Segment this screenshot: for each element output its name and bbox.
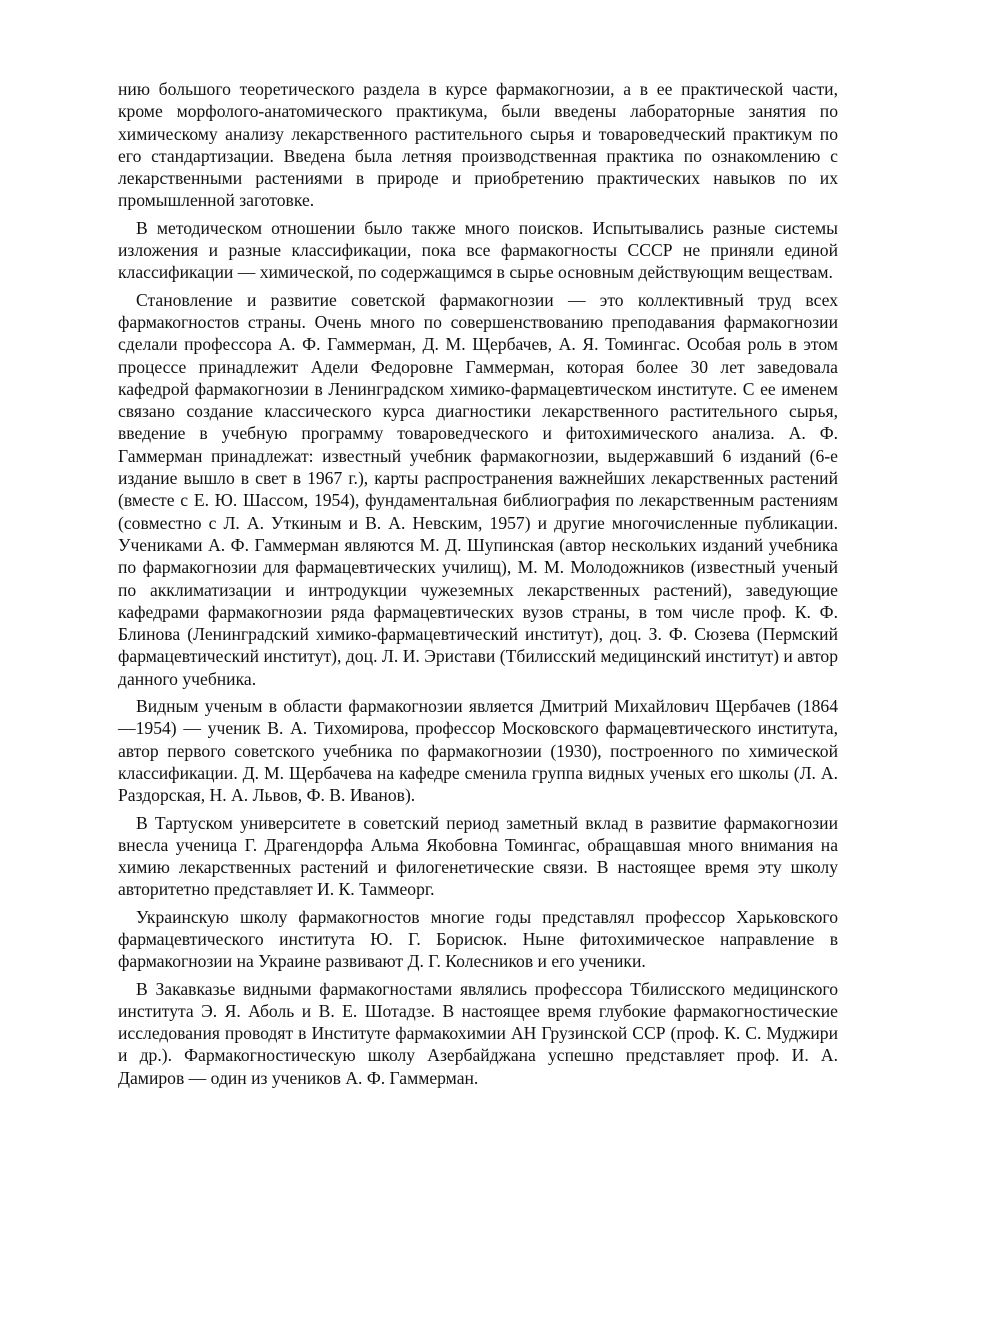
paragraph-methodology: В методическом отношении было также много поисков. Испытывались разные системы изложения и разные классификации, пока все фармакогносты СССР не приняли единой классификации — химической, по содержащимся в сырье основным действующим веществам.: [118, 217, 838, 283]
paragraph-ukraine: Украинскую школу фармакогностов многие годы представлял профессор Харьковского фармацевтического института Ю. Г. Борисюк. Ныне фитохимическое направление в фармакогнозии на Украине развивают Д. Г. Колесников и его ученики.: [118, 906, 838, 972]
paragraph-shcherbachev: Видным ученым в области фармакогнозии является Дмитрий Михайлович Щербачев (1864—1954) — ученик В. А. Тихомирова, профессор Московского фармацевтического института, автор первого советского учебника по фармакогнозии (1930), построенного по химической классификации. Д. М. Щербачева на кафедре сменила группа видных ученых его школы (Л. А. Раздорская, Н. А. Львов, Ф. В. Иванов).: [118, 696, 838, 806]
paragraph-soviet-pharmacognosy: Становление и развитие советской фармакогнозии — это коллективный труд всех фармакогностов страны. Очень много по совершенствованию преподавания фармакогнозии сделали профессора А. Ф. Гаммерман, Д. М. Щербачев, А. Я. Томингас. Особая роль в этом процессе принадлежит Адели Федоровне Гаммерман, которая более 30 лет заведовала кафедрой фармакогнозии в Ленинградском химико-фармацевтическом институте. С ее именем связано создание классического курса диагностики лекарственного растительного сырья, введение в учебную программу товароведческого и фитохимического анализа. А. Ф. Гаммерман принадлежат: известный учебник фармакогнозии, выдержавший 6 изданий (6-е издание вышло в свет в 1967 г.), карты распространения важнейших лекарственных растений (вместе с Е. Ю. Шассом, 1954), фундаментальная библиография по лекарственным растениям (совместно с Л. А. Уткиным и В. А. Невским, 1957) и другие многочисленные публикации. Учениками А. Ф. Гаммерман являются М. Д. Шупинская (автор нескольких изданий учебника по фармакогнозии для фармацевтических училищ), М. М. Молодожников (известный ученый по акклиматизации и интродукции чужеземных лекарственных растений), заведующие кафедрами фармакогнозии ряда фармацевтических вузов страны, в том числе проф. К. Ф. Блинова (Ленинградский химико-фармацевтический институт), доц. З. Ф. Сюзева (Пермский фармацевтический институт), доц. Л. И. Эристави (Тбилисский медицинский институт) и автор данного учебника.: [118, 289, 838, 689]
paragraph-transcaucasia: В Закавказье видными фармакогностами являлись профессора Тбилисского медицинского института Э. Я. Аболь и В. Е. Шотадзе. В настоящее время глубокие фармакогностические исследования проводят в Институте фармакохимии АН Грузинской ССР (проф. К. С. Муджири и др.). Фармакогностическую школу Азербайджана успешно представляет проф. И. А. Дамиров — один из учеников А. Ф. Гаммерман.: [118, 978, 838, 1088]
page-text-body: [118, 78, 838, 1094]
paragraph-continuation: нию большого теоретического раздела в курсе фармакогнозии, а в ее практической части, кроме морфолого-анатомического практикума, были введены лабораторные занятия по химическому анализу лекарственного растительного сырья и товароведческий практикум по его стандартизации. Введена была летняя производственная практика по ознакомлению с лекарственными растениями в природе и приобретению практических навыков по их промышленной заготовке.: [118, 79, 838, 211]
paragraph-tartu: В Тартуском университете в советский период заметный вклад в развитие фармакогнозии внесла ученица Г. Драгендорфа Альма Якобовна Томингас, обращавшая много внимания на химию лекарственных растений и филогенетические связи. В настоящее время эту школу авторитетно представляет И. К. Таммеорг.: [118, 812, 838, 900]
